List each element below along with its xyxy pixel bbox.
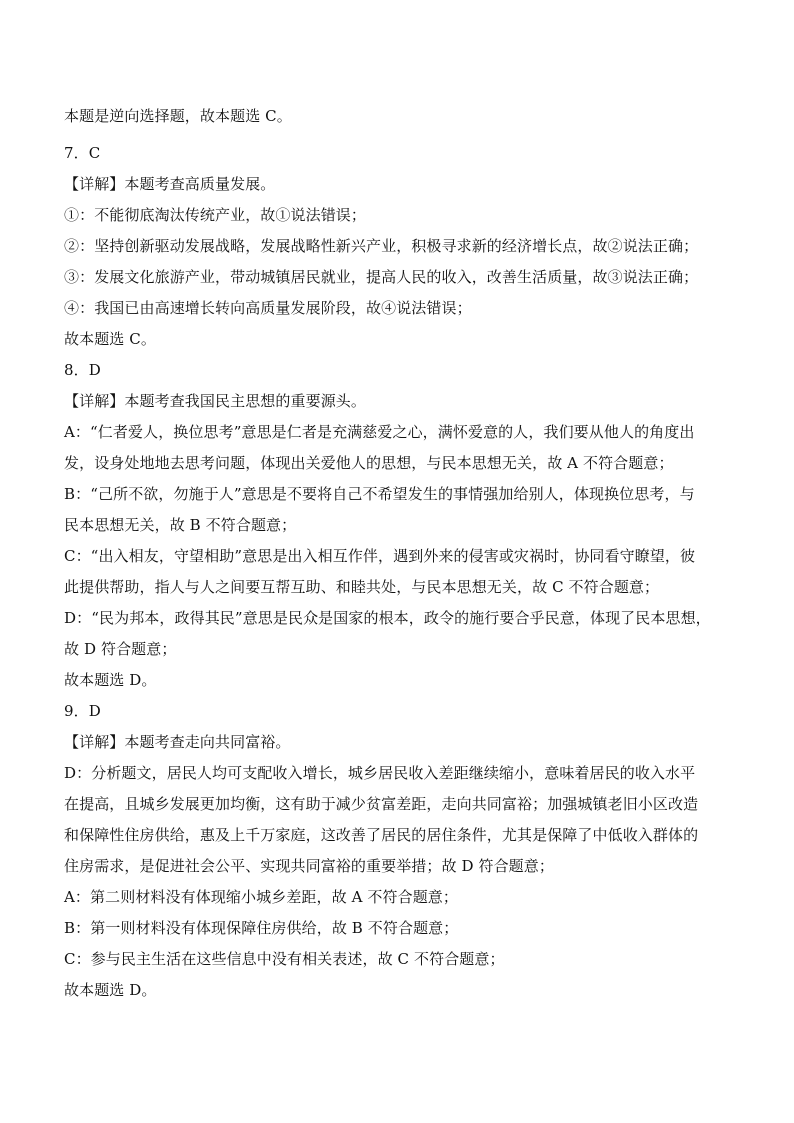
question-8-option-a-line-1: A：“仁者爱人，换位思考”意思是仁者是充满慈爱之心，满怀爱意的人，我们要从他人的角度出: [64, 423, 695, 441]
question-9-option-c: C：参与民主生活在这些信息中没有相关表述，故 C 不符合题意；: [64, 950, 505, 968]
question-7-conclusion: 故本题选 C。: [64, 330, 156, 348]
question-8-answer: 8．D: [64, 361, 101, 379]
question-9-answer: 9．D: [64, 702, 101, 720]
question-7-item-3: ③：发展文化旅游产业，带动城镇居民就业，提高人民的收入，改善生活质量，故③说法正确；: [64, 268, 699, 286]
question-9-option-b: B：第一则材料没有体现保障住房供给，故 B 不符合题意；: [64, 919, 459, 937]
question-8-option-d-line-1: D：“民为邦本，政得其民”意思是民众是国家的根本，政令的施行要合乎民意，体现了民本思想，: [64, 609, 711, 627]
question-8-option-c-line-2: 此提供帮助，指人与人之间要互帮互助、和睦共处，与民本思想无关，故 C 不符合题意；: [64, 578, 660, 596]
question-8-conclusion: 故本题选 D。: [64, 671, 157, 689]
question-8-option-c-line-1: C：“出入相友，守望相助”意思是出入相互作伴，遇到外来的侵害或灾祸时，协同看守瞭望，彼: [64, 547, 696, 565]
text-line-1: 本题是逆向选择题，故本题选 C。: [64, 107, 292, 125]
question-7-answer: 7．C: [64, 144, 101, 162]
question-8-option-b-line-2: 民本思想无关，故 B 不符合题意；: [64, 516, 297, 534]
question-9-option-d-line-4: 住房需求，是促进社会公平、实现共同富裕的重要举措；故 D 符合题意；: [64, 857, 554, 875]
question-7-item-2: ②：坚持创新驱动发展战略，发展战略性新兴产业，积极寻求新的经济增长点，故②说法正确；: [64, 237, 699, 255]
question-9-option-d-line-2: 在提高，且城乡发展更加均衡，这有助于减少贫富差距，走向共同富裕；加强城镇老旧小区改造: [64, 795, 699, 813]
question-8-option-b-line-1: B：“己所不欲，勿施于人”意思是不要将自己不希望发生的事情强加给别人，体现换位思考，与: [64, 485, 695, 503]
question-7-explanation-title: 【详解】本题考查高质量发展。: [64, 175, 276, 193]
question-9-option-a: A：第二则材料没有体现缩小城乡差距，故 A 不符合题意；: [64, 888, 459, 906]
question-9-option-d-line-3: 和保障性住房供给，惠及上千万家庭，这改善了居民的居住条件，尤其是保障了中低收入群体的: [64, 826, 699, 844]
question-8-option-d-line-2: 故 D 符合题意；: [64, 640, 177, 658]
question-9-conclusion: 故本题选 D。: [64, 981, 157, 999]
question-9-explanation-title: 【详解】本题考查走向共同富裕。: [64, 733, 291, 751]
question-8-option-a-line-2: 发，设身处地地去思考问题，体现出关爱他人的思想，与民本思想无关，故 A 不符合题意；: [64, 454, 674, 472]
question-9-option-d-line-1: D：分析题文，居民人均可支配收入增长，城乡居民收入差距继续缩小，意味着居民的收入水平: [64, 764, 696, 782]
question-8-explanation-title: 【详解】本题考查我国民主思想的重要源头。: [64, 392, 367, 410]
question-7-item-1: ①：不能彻底淘汰传统产业，故①说法错误；: [64, 206, 367, 224]
question-7-item-4: ④：我国已由高速增长转向高质量发展阶段，故④说法错误；: [64, 299, 472, 317]
